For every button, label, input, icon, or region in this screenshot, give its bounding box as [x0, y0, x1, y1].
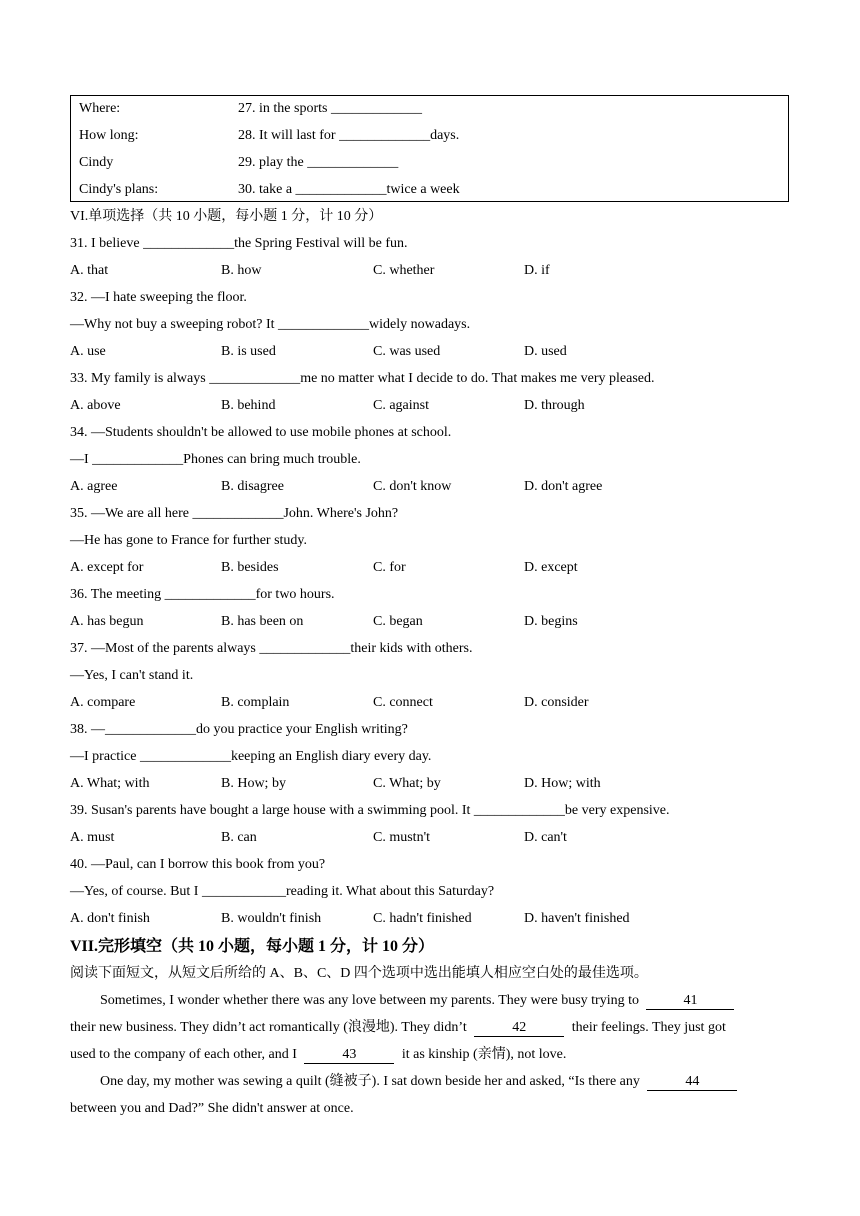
option-d: D. consider: [524, 695, 589, 710]
option-b: B. disagree: [221, 479, 284, 494]
passage-text: Sometimes, I wonder whether there was any love between my parents. They were busy trying to: [100, 993, 639, 1008]
question-38: 38. —_____________do you practice your English writing?: [70, 722, 408, 737]
table-label: Cindy: [79, 155, 114, 170]
option-d: D. if: [524, 263, 550, 278]
option-a: A. use: [70, 344, 106, 359]
option-d: D. How; with: [524, 776, 601, 791]
question-39: 39. Susan's parents have bought a large house with a swimming pool. It _____________be very expensive.: [70, 803, 670, 818]
option-b: B. behind: [221, 398, 276, 413]
table-text: 27. in the sports _____________: [238, 101, 422, 116]
option-a: A. compare: [70, 695, 136, 710]
question-37: 37. —Most of the parents always _____________their kids with others.: [70, 641, 473, 656]
question-35-line-2: —He has gone to France for further study.: [70, 533, 308, 548]
blank-44: 44: [647, 1074, 737, 1091]
option-d: D. can't: [524, 830, 567, 845]
option-a: A. that: [70, 263, 109, 278]
option-c: C. for: [373, 560, 406, 575]
table-row: [79, 126, 460, 146]
passage-text: between you and Dad?” She didn't answer at once.: [70, 1101, 354, 1116]
question-40-line-2: —Yes, of course. But I ____________reading it. What about this Saturday?: [70, 884, 495, 899]
option-d: D. except: [524, 560, 578, 575]
passage-line: [70, 1099, 786, 1119]
question-40: 40. —Paul, can I borrow this book from you?: [70, 857, 326, 872]
question-35: 35. —We are all here _____________John. Where's John?: [70, 506, 399, 521]
section-7-instruction: 阅读下面短文，从短文后所给的 A、B、C、D 四个选项中选出能填人相应空白处的最佳选项。: [70, 966, 648, 981]
option-a: A. agree: [70, 479, 118, 494]
table-text: 28. It will last for _____________days.: [238, 128, 460, 143]
passage-text: One day, my mother was sewing a quilt (缝被子). I sat down beside her and asked, “Is there any: [100, 1074, 640, 1089]
passage-text: it as kinship (亲情), not love.: [401, 1047, 567, 1062]
table-row: [79, 180, 460, 200]
question-36: 36. The meeting _____________for two hours.: [70, 587, 335, 602]
option-a: A. What; with: [70, 776, 150, 791]
table-text: 30. take a _____________twice a week: [238, 182, 460, 197]
option-b: B. How; by: [221, 776, 286, 791]
question-34-line-2: —I _____________Phones can bring much trouble.: [70, 452, 361, 467]
table-label: How long:: [79, 128, 139, 143]
option-b: B. how: [221, 263, 262, 278]
question-33: 33. My family is always _____________me no matter what I decide to do. That makes me very pleased.: [70, 371, 655, 386]
option-d: D. haven't finished: [524, 911, 630, 926]
option-c: C. don't know: [373, 479, 452, 494]
passage-text: their new business. They didn’t act romantically (浪漫地). They didn’t: [70, 1020, 467, 1035]
question-31: 31. I believe _____________the Spring Festival will be fun.: [70, 236, 408, 251]
passage-text: their feelings. They just got: [571, 1020, 726, 1035]
passage-line: [70, 1072, 786, 1092]
option-b: B. is used: [221, 344, 276, 359]
passage-line: [70, 991, 786, 1011]
option-d: D. used: [524, 344, 567, 359]
option-a: A. above: [70, 398, 121, 413]
option-d: D. begins: [524, 614, 578, 629]
question-32: 32. —I hate sweeping the floor.: [70, 290, 247, 305]
section-6-title: VI.单项选择（共 10 小题，每小题 1 分，计 10 分）: [70, 209, 383, 224]
question-37-line-2: —Yes, I can't stand it.: [70, 668, 194, 683]
option-a: A. except for: [70, 560, 144, 575]
option-b: B. has been on: [221, 614, 304, 629]
blank-42: 42: [474, 1020, 564, 1037]
table-row: [79, 99, 422, 119]
option-c: C. against: [373, 398, 429, 413]
option-c: C. began: [373, 614, 423, 629]
option-b: B. can: [221, 830, 257, 845]
table-label: Where:: [79, 101, 121, 116]
option-c: C. hadn't finished: [373, 911, 472, 926]
table-label: Cindy's plans:: [79, 182, 159, 197]
option-c: C. mustn't: [373, 830, 430, 845]
option-a: A. must: [70, 830, 115, 845]
option-d: D. don't agree: [524, 479, 603, 494]
passage-text: used to the company of each other, and I: [70, 1047, 297, 1062]
option-c: C. whether: [373, 263, 435, 278]
question-38-line-2: —I practice _____________keeping an English diary every day.: [70, 749, 432, 764]
question-32-line-2: —Why not buy a sweeping robot? It _____________widely nowadays.: [70, 317, 471, 332]
passage-line: [70, 1018, 786, 1038]
table-text: 29. play the _____________: [238, 155, 399, 170]
option-b: B. wouldn't finish: [221, 911, 322, 926]
blank-43: 43: [304, 1047, 394, 1064]
question-34: 34. —Students shouldn't be allowed to use mobile phones at school.: [70, 425, 452, 440]
blank-41: 41: [646, 993, 734, 1010]
option-b: B. besides: [221, 560, 279, 575]
option-a: A. has begun: [70, 614, 144, 629]
option-b: B. complain: [221, 695, 290, 710]
option-c: C. What; by: [373, 776, 441, 791]
info-table: [70, 95, 789, 202]
option-a: A. don't finish: [70, 911, 150, 926]
option-d: D. through: [524, 398, 585, 413]
option-c: C. connect: [373, 695, 433, 710]
passage-line: [70, 1045, 786, 1065]
option-c: C. was used: [373, 344, 441, 359]
table-row: [79, 153, 399, 173]
section-7-title: VII.完形填空（共 10 小题，每小题 1 分，计 10 分）: [70, 938, 435, 955]
